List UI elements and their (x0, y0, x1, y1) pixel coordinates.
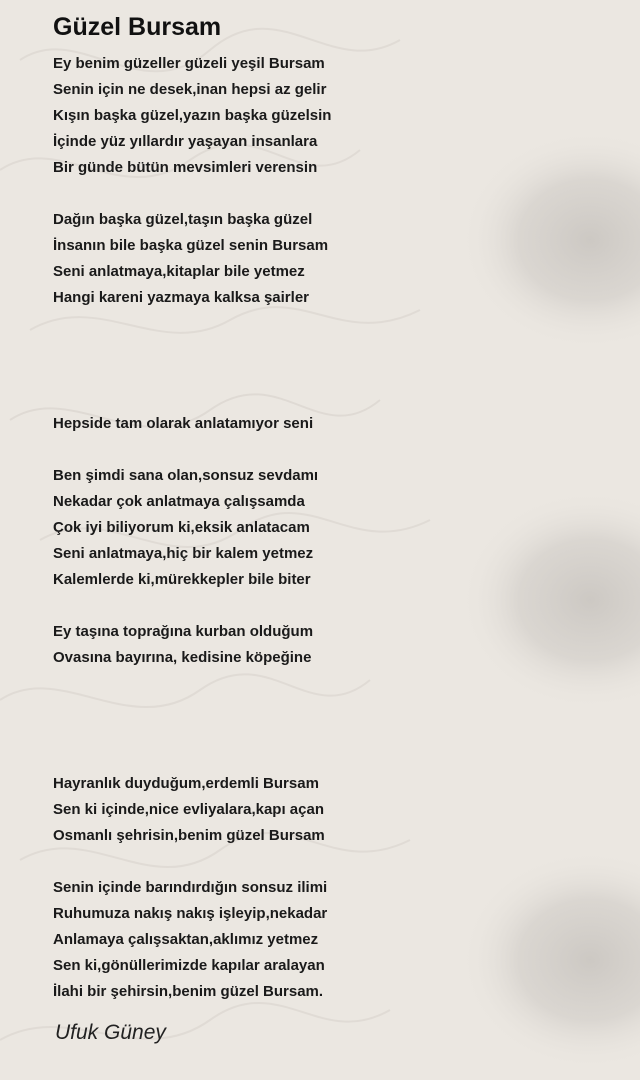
poem-line: Nekadar çok anlatmaya çalışsamda (53, 493, 305, 510)
poem-line: Seni anlatmaya,kitaplar bile yetmez (53, 263, 305, 280)
poem-line: Hangi kareni yazmaya kalksa şairler (53, 289, 309, 306)
poem-author: Ufuk Güney (55, 1021, 166, 1044)
poem-line: İçinde yüz yıllardır yaşayan insanlara (53, 133, 318, 150)
poem-line: Anlamaya çalışsaktan,aklımız yetmez (53, 931, 319, 948)
poem-line: Sen ki içinde,nice evliyalara,kapı açan (53, 801, 324, 818)
poem-line: Ey benim güzeller güzeli yeşil Bursam (53, 55, 325, 72)
poem-title: Güzel Bursam (53, 13, 222, 41)
poem-line: İnsanın bile başka güzel senin Bursam (53, 237, 329, 254)
poem-line: Osmanlı şehrisin,benim güzel Bursam (53, 827, 325, 844)
poem-line: Senin için ne desek,inan hepsi az gelir (53, 81, 327, 98)
poem-line: Senin içinde barındırdığın sonsuz ilimi (53, 879, 328, 896)
poem-line: Hayranlık duyduğum,erdemli Bursam (53, 775, 319, 792)
poem-line: Ey taşına toprağına kurban olduğum (53, 623, 314, 640)
poem-line: Ovasına bayırına, kedisine köpeğine (53, 649, 312, 666)
poem-line: Seni anlatmaya,hiç bir kalem yetmez (53, 545, 314, 562)
poem-line: Hepside tam olarak anlatamıyor seni (53, 415, 314, 432)
poem-line: Sen ki,gönüllerimizde kapılar aralayan (53, 957, 325, 974)
poem-line: İlahi bir şehirsin,benim güzel Bursam. (53, 983, 324, 1000)
poem-line: Ruhumuza nakış nakış işleyip,nekadar (53, 905, 328, 922)
poem-line: Dağın başka güzel,taşın başka güzel (53, 211, 313, 228)
poem-line: Kışın başka güzel,yazın başka güzelsin (53, 107, 332, 124)
poem-line: Kalemlerde ki,mürekkepler bile biter (53, 571, 311, 588)
poem-line: Bir günde bütün mevsimleri verensin (53, 159, 318, 176)
poem-line: Ben şimdi sana olan,sonsuz sevdamı (53, 467, 319, 484)
poem-line: Çok iyi biliyorum ki,eksik anlatacam (53, 519, 310, 536)
